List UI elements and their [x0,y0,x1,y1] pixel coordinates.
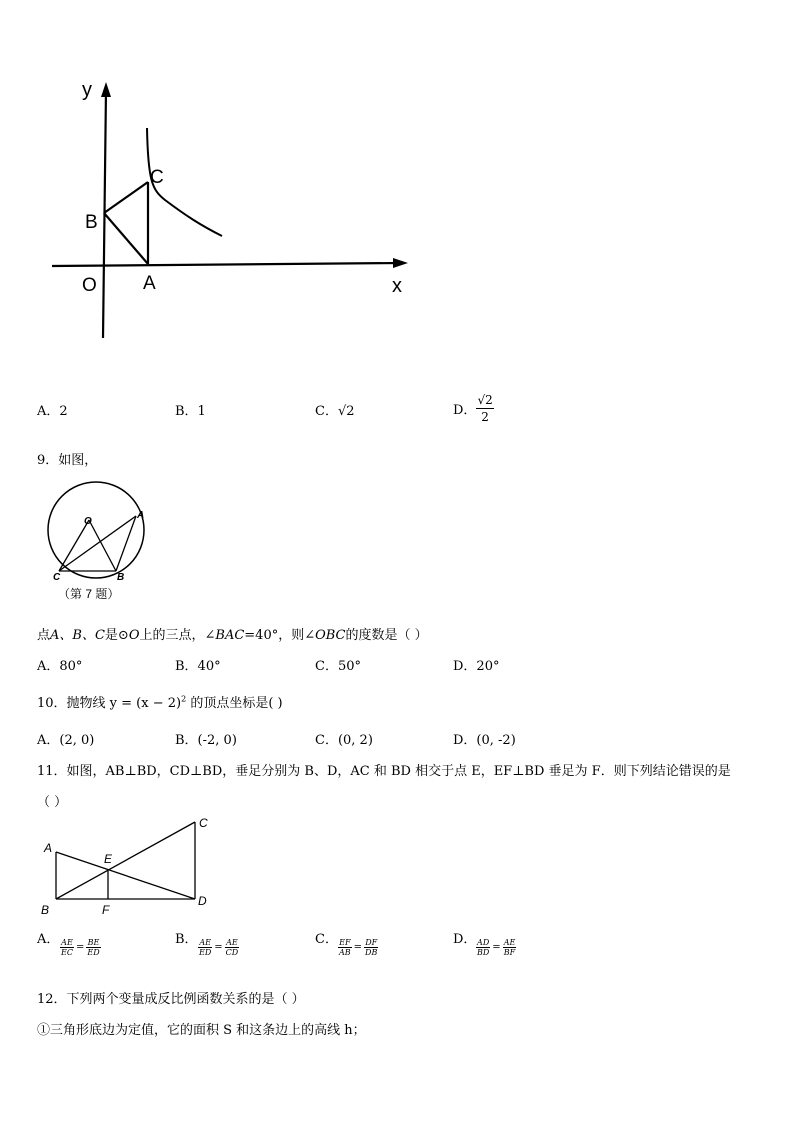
q10-stem [37,692,283,711]
point-o-label: O [84,516,92,527]
fraction-numerator: √2 [477,393,493,407]
point-d-label: D [198,894,207,908]
q9-text-circle: O [128,628,140,643]
segment-bc [56,822,195,899]
segment-ad [56,852,195,899]
point-c-label: C [150,167,164,188]
fraction-numerator: AE [226,938,238,947]
fraction [225,938,240,957]
point-c-label: C [199,816,208,830]
q9-option-b[interactable]: B．40° [175,659,221,674]
q9-option-c[interactable]: C．50° [315,659,361,674]
fraction [86,938,100,957]
q11-option-d-expression[interactable] [476,938,516,957]
q9-text-part: =40°，则∠ [244,628,316,643]
point-a-label: A [44,841,53,855]
q12-stem: 12．下列两个变量成反比例函数关系的是（ ） [37,992,305,1007]
fraction [503,938,517,957]
q8-option-d[interactable] [453,392,494,425]
q9-text-part: 点 [37,628,51,643]
q10-stem-exponent: 2 [181,694,187,704]
q10-option-d[interactable]: D．(0, -2) [453,733,516,748]
q8-option-d-fraction [476,392,493,425]
q8-option-b[interactable]: B．1 [175,404,206,419]
fraction-denominator: AB [339,948,351,957]
fraction-numerator: BE [87,938,100,947]
q9-question-text [37,624,428,643]
q9-text-part: 的度数是（ ） [345,628,428,643]
q10-stem-part: 的顶点坐标是( ) [186,696,283,711]
q8-coordinate-figure [40,70,420,350]
point-b-label: B [85,212,98,233]
q12-item-1: ①三角形底边为定值，它的面积 S 和这条边上的高线 h； [37,1023,366,1038]
fraction-denominator: ED [199,948,212,957]
fraction [60,938,74,957]
circle-o [48,482,144,578]
y-axis-arrow [101,82,111,97]
q9-text-angle-obc: OBC [315,628,346,643]
point-e-label: E [104,852,113,866]
q9-stem: 9．如图， [37,453,98,468]
q9-option-d[interactable]: D．20° [453,659,500,674]
fraction-denominator: BD [477,948,490,957]
q10-stem-part: 10．抛物线 y = (x − 2) [37,696,182,711]
origin-label: O [82,275,97,296]
point-a-label: A [143,273,156,294]
q8-option-d-prefix: D． [453,403,477,418]
point-f-label: F [102,903,110,917]
fraction-denominator: EC [61,948,73,957]
fraction-denominator: 2 [481,410,489,424]
y-label: y [82,79,92,101]
fraction-denominator: CD [225,948,239,957]
segment-bc [104,182,148,213]
q11-option-b-label[interactable]: B． [175,932,198,947]
fraction [364,938,378,957]
q11-option-c-expression[interactable] [338,938,378,957]
segment-ba [116,516,136,571]
segment-ca [59,516,136,571]
q9-text-part: 上的三点，∠ [139,628,216,643]
q8-option-c-prefix: C． [315,404,338,419]
fraction-denominator: BF [503,948,516,957]
fraction-denominator: ED [87,948,100,957]
q9-circle-figure [36,480,161,605]
point-b-label: B [117,572,125,583]
q10-option-b[interactable]: B．(-2, 0) [175,733,237,748]
x-axis-arrow [393,258,408,268]
segment-ba [104,213,148,264]
fraction-numerator: AE [199,938,211,947]
q8-option-a[interactable]: A．2 [37,404,68,419]
fraction-numerator: AE [503,938,516,947]
x-label: x [392,275,402,297]
segment-ob [89,520,116,571]
q11-option-b-expression[interactable] [198,938,239,957]
q11-figure [36,812,226,920]
q8-option-c[interactable] [315,400,355,419]
q9-text-points: A、B、C [50,628,105,643]
q11-option-d-label[interactable]: D． [453,932,477,947]
fraction [198,938,212,957]
equals-sign: = [75,942,85,953]
fraction-numerator: AD [477,938,490,947]
equals-sign: = [214,942,223,953]
q11-stem-line2: （ ） [37,795,68,810]
equals-sign: = [353,942,363,953]
q10-option-a[interactable]: A．(2, 0) [37,733,95,748]
point-a-label: A [137,510,145,521]
q11-option-c-label[interactable]: C． [315,932,338,947]
q9-text-angle-bac: BAC [215,628,245,643]
fraction [338,938,352,957]
point-c-label: C [53,572,61,583]
figure-caption: （第 7 题） [58,587,120,601]
fraction-numerator: DF [365,938,378,947]
q11-option-a-expression[interactable] [60,938,101,957]
point-b-label: B [41,903,50,917]
fraction [476,938,490,957]
q10-option-c[interactable]: C．(0, 2) [315,733,373,748]
q11-stem-line1: 11．如图，AB⊥BD，CD⊥BD，垂足分别为 B、D，AC 和 BD 相交于点 E，EF⊥BD 垂足为 F．则下列结论错误的是 [37,764,731,779]
fraction-numerator: EF [339,938,351,947]
fraction-denominator: DB [365,948,378,957]
q9-text-part: 是⊙ [104,628,129,643]
fraction-numerator: AE [61,938,73,947]
equals-sign: = [492,942,501,953]
segment-oc [59,520,89,571]
q9-option-a[interactable]: A．80° [37,659,83,674]
q11-option-a-label[interactable]: A． [37,932,60,947]
q8-option-c-value: √2 [337,404,355,419]
